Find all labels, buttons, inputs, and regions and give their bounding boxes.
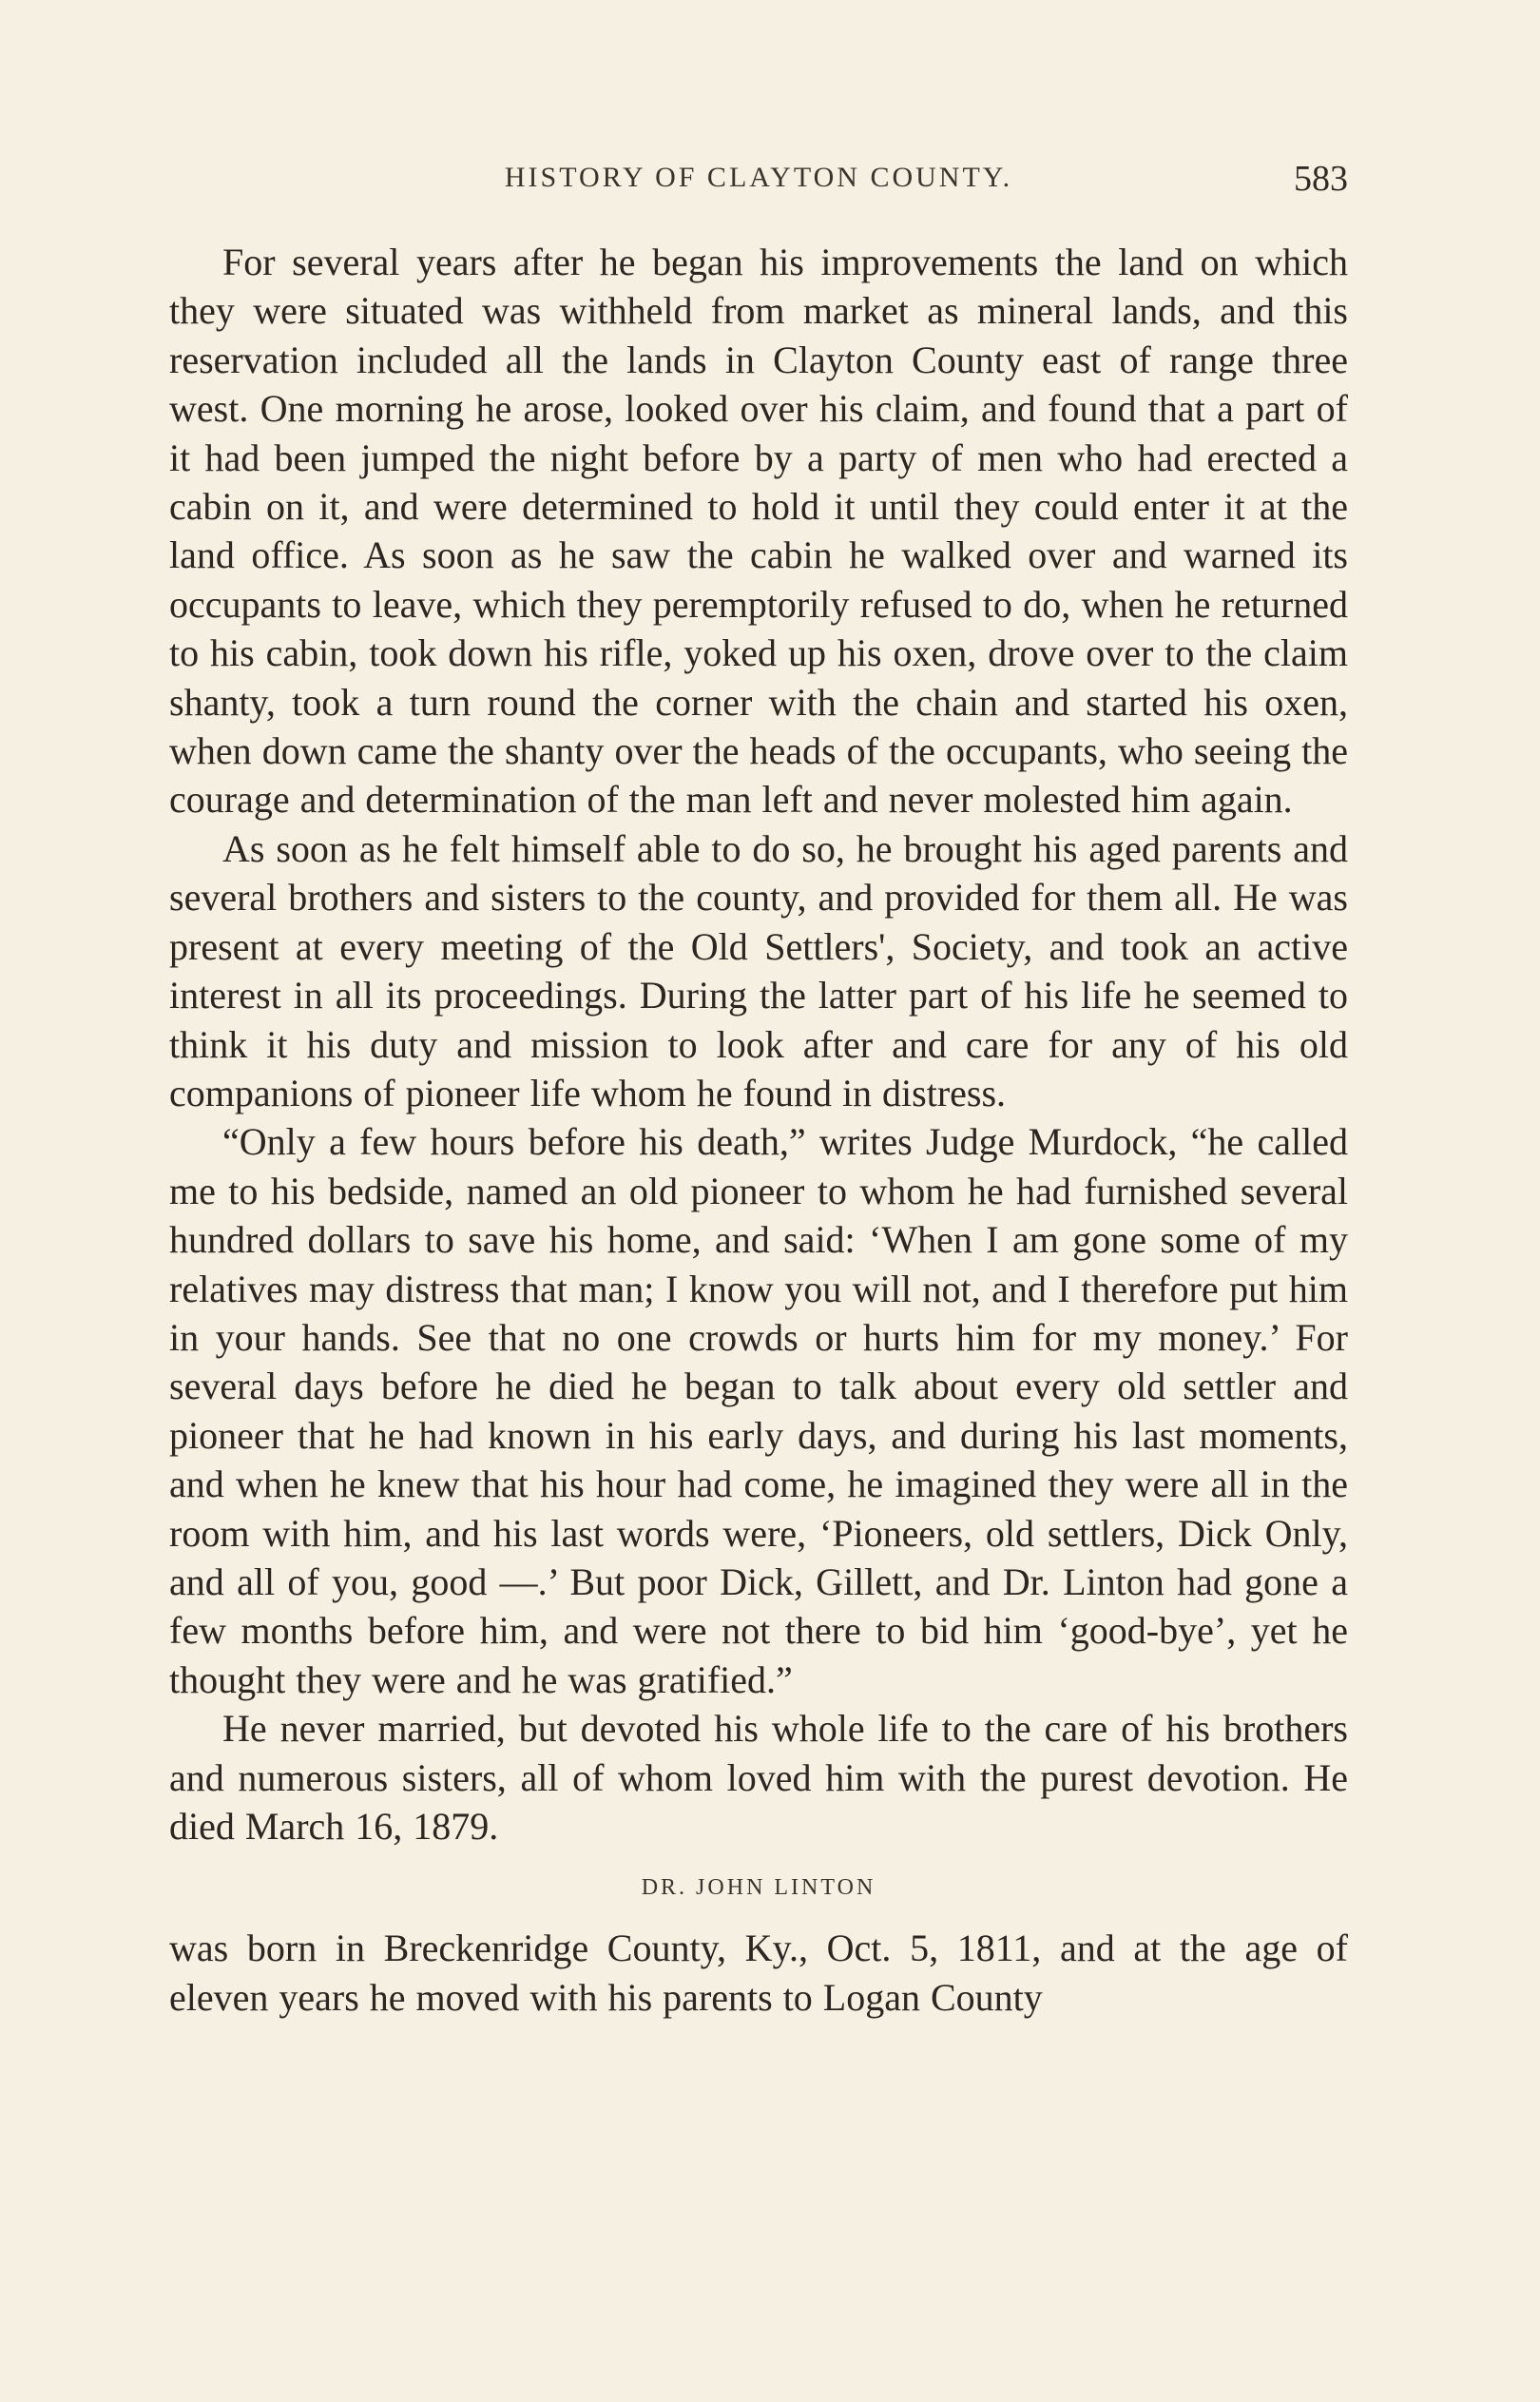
paragraph: He never married, but devoted his whole life to the care of his brothers and numerous sisters, all of whom loved him with the purest devotion. He died March 16, 1879. xyxy=(169,1707,1348,1848)
paragraph: As soon as he felt himself able to do so, he brought his aged parents and several brothers and sisters to the county, and provided for them all. He was present at every meeting of the Old Settlers', Society, and took an active interest in all its proceedings. During the latter part of his life he seemed to think it his duty and mission to look after and care for any of his old companions of pioneer life whom he found in distress. xyxy=(169,826,1348,1114)
section-paragraph: was born in Breckenridge County, Ky., Oct. 5, 1811, and at the age of eleven years he moved with his parents to Logan County xyxy=(169,1927,1348,2019)
page-number: 583 xyxy=(1294,159,1348,199)
paragraph: For several years after he began his improvements the land on which they were situated was withheld from market as mineral lands, and this reservation included all the lands in Clayton County east of range three west. One morning he arose, looked over his claim, and found that a part of it had been jumped the night before by a party of men who had erected a cabin on it, and were determined to hold it until they could enter it at the land office. As soon as he saw the cabin he walked over and warned its occupants to leave, which they peremptorily refused to do, when he returned to his cabin, took down his rifle, yoked up his oxen, drove over to the claim shanty, took a turn round the corner with the chain and started his oxen, when down came the shanty over the heads of the occupants, who seeing the courage and determination of the man left and never molested him again. xyxy=(169,241,1348,822)
running-head: HISTORY OF CLAYTON COUNTY. xyxy=(504,162,1013,193)
book-page xyxy=(169,159,1348,2022)
page-header xyxy=(169,159,1348,219)
section-heading: DR. JOHN LINTON xyxy=(641,1875,876,1901)
body-text xyxy=(169,238,1348,2022)
paragraph: “Only a few hours before his death,” writes Judge Murdock, “he called me to his bedside, named an old pioneer to whom he had furnished several hundred dollars to save his home, and said: ‘When I am gone some of my relatives may distress that man; I know you will not, and I therefore put him in your hands. See that no one crowds or hurts him for my money.’ For several days before he died he began to talk about every old settler and pioneer that he had known in his early days, and during his last moments, and when he knew that his hour had come, he imagined they were all in the room with him, and his last words were, ‘Pioneers, old settlers, Dick Only, and all of you, good —.’ But poor Dick, Gillett, and Dr. Linton had gone a few months before him, and were not there to bid him ‘good-bye’, yet he thought they were and he was gratified.” xyxy=(169,1120,1348,1701)
